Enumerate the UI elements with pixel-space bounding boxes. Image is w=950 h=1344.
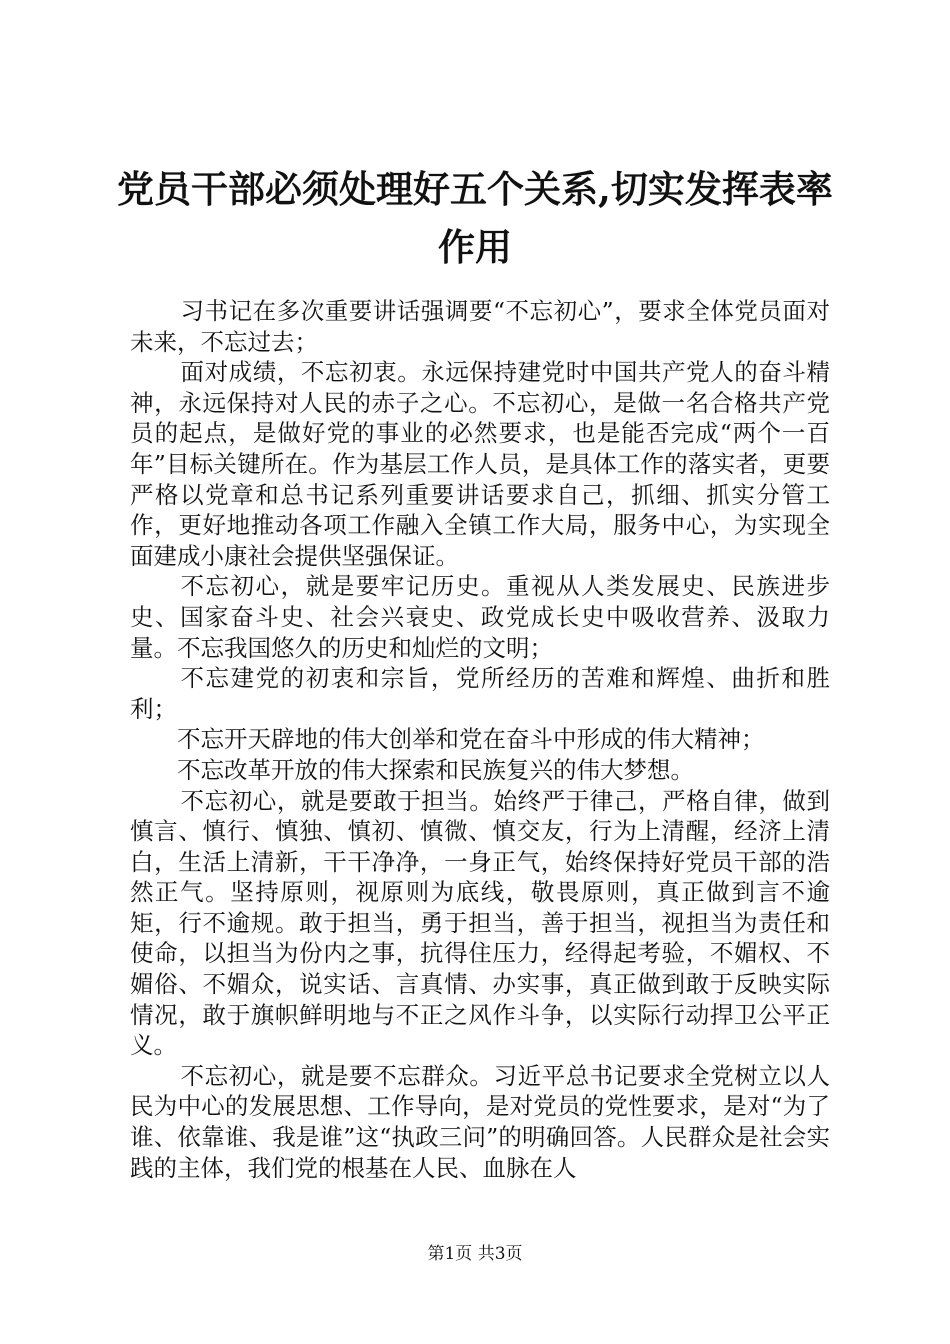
document-title [100,160,850,276]
paragraph-4: 不忘建党的初衷和宗旨，党所经历的苦难和辉煌、曲折和胜利； [130,664,830,723]
document-title-line-2: 作用 [438,225,512,269]
document-body [130,296,830,1183]
paragraph-8: 不忘初心，就是要不忘群众。习近平总书记要求全党树立以人民为中心的发展思想、工作导向，是对党员的党性要求，是对“为了谁、依靠谁、我是谁”这“执政三问”的明确回答。人民群众是社会实践的主体，我们党的根基在人民、血脉在人 [130,1061,830,1182]
paragraph-1: 习书记在多次重要讲话强调要“不忘初心”，要求全体党员面对未来，不忘过去； [130,297,830,356]
page-number-footer: 第1页 共3页 [427,1244,523,1264]
paragraph-2: 面对成绩，不忘初衷。永远保持建党时中国共产党人的奋斗精神，永远保持对人民的赤子之心。不忘初心，是做一名合格共产党员的起点，是做好党的事业的必然要求，也是能否完成“两个一百年”目标关键所在。作为基层工作人员，是具体工作的落实者，更要严格以党章和总书记系列重要讲话要求自己，抓细、抓实分管工作，更好地推动各项工作融入全镇工作大局，服务中心，为实现全面建成小康社会提供坚强保证。 [130,358,830,570]
paragraph-5: 不忘开天辟地的伟大创举和党在奋斗中形成的伟大精神； [177,725,765,754]
paragraph-6: 不忘改革开放的伟大探索和民族复兴的伟大梦想。 [177,755,694,784]
paragraph-3: 不忘初心，就是要牢记历史。重视从人类发展史、民族进步史、国家奋斗史、社会兴衰史、政党成长史中吸收营养、汲取力量。不忘我国悠久的历史和灿烂的文明； [130,572,830,662]
paragraph-7: 不忘初心，就是要敢于担当。始终严于律己，严格自律，做到慎言、慎行、慎独、慎初、慎微、慎交友，行为上清醒，经济上清白，生活上清新，干干净净，一身正气，始终保持好党员干部的浩然正气。坚持原则，视原则为底线，敬畏原则，真正做到言不逾矩，行不逾规。敢于担当，勇于担当，善于担当，视担当为责任和使命，以担当为份内之事，抗得住压力，经得起考验，不媚权、不媚俗、不媚众，说实话、言真情、办实事，真正做到敢于反映实际情况，敢于旗帜鲜明地与不正之风作斗争，以实际行动捍卫公平正义。 [130,786,830,1060]
document-title-line-1: 党员干部必须处理好五个关系,切实发挥表率 [117,167,833,211]
